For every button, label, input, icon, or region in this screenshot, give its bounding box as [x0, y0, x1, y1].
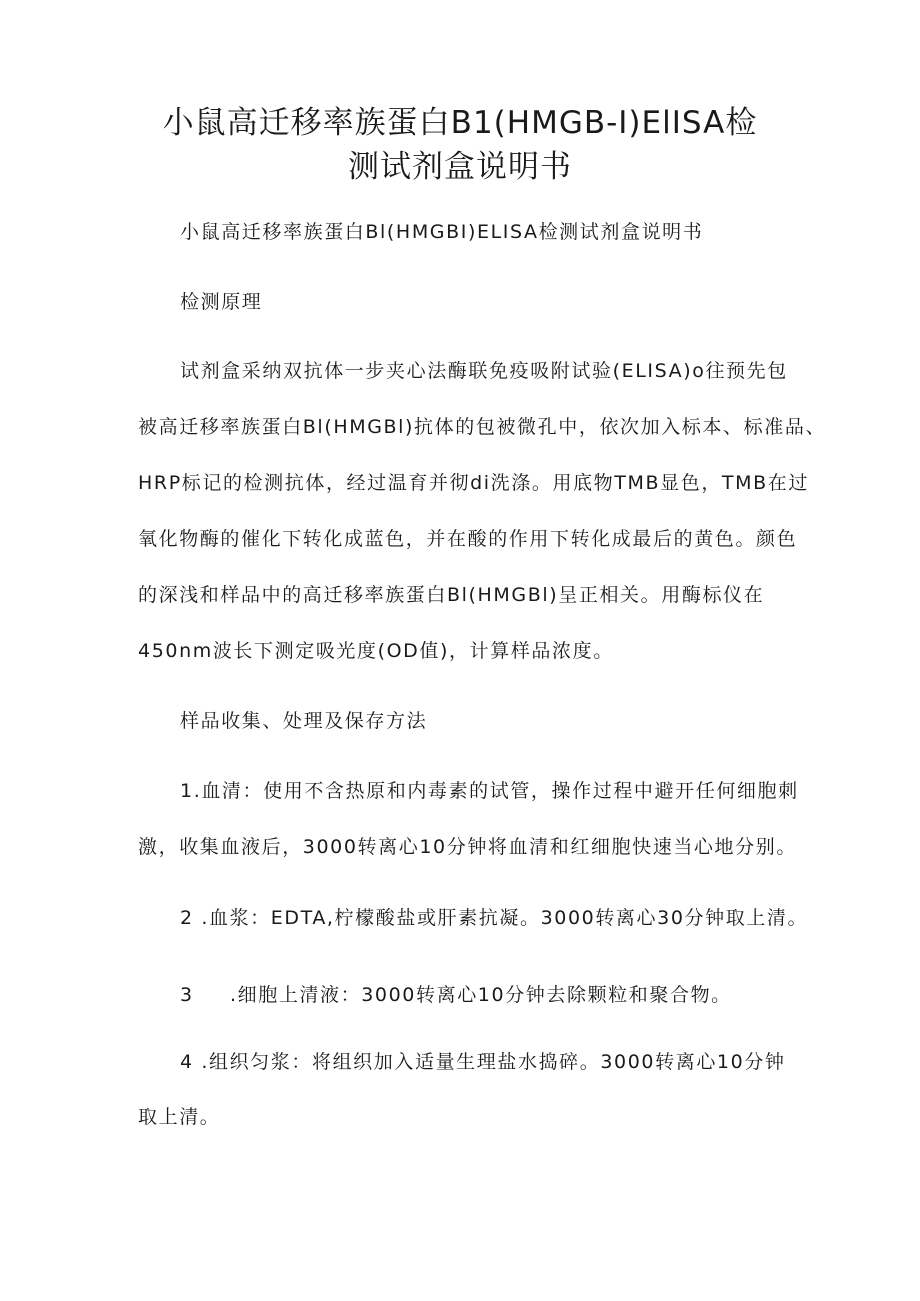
- sample-item-1-line-1: 1.血清：使用不含热原和内毒素的试管，操作过程中避开任何细胞刺: [180, 780, 799, 802]
- principle-line-2: 被高迁移率族蛋白Bl(HMGBl)抗体的包被微孔中，依次加入标本、标准品、: [138, 416, 827, 438]
- document-title-line-1: 小鼠高迁移率族蛋白B1(HMGB-I)ElISA检: [162, 105, 758, 141]
- sample-item-2: 2 .血浆：EDTA,柠檬酸盐或肝素抗凝。3000转离心30分钟取上清。: [180, 907, 809, 929]
- principle-line-6: 450nm波长下测定吸光度(OD值)，计算样品浓度。: [138, 640, 614, 662]
- sample-item-3-text: .细胞上清液：3000转离心10分钟去除颗粒和聚合物。: [230, 984, 732, 1006]
- section-heading-samples: 样品收集、处理及保存方法: [180, 710, 428, 732]
- document-title-line-2: 测试剂盒说明书: [348, 149, 572, 185]
- section-heading-principle: 检测原理: [180, 291, 263, 313]
- document-subtitle: 小鼠高迁移率族蛋白Bl(HMGBI)ELISA检测试剂盒说明书: [180, 221, 704, 243]
- principle-line-1: 试剂盒采纳双抗体一步夹心法酶联免疫吸附试验(ELISA)o往预先包: [180, 360, 788, 382]
- principle-line-3: HRP标记的检测抗体，经过温育并彻di洗涤。用底物TMB显色，TMB在过: [138, 472, 809, 494]
- sample-item-1-line-2: 激，收集血液后，3000转离心10分钟将血清和红细胞快速当心地分别。: [138, 836, 797, 858]
- principle-line-5: 的深浅和样品中的高迁移率族蛋白Bl(HMGBl)呈正相关。用酶标仪在: [138, 584, 765, 606]
- sample-item-3-number: 3: [180, 984, 194, 1006]
- sample-item-4-line-2: 取上清。: [138, 1106, 221, 1128]
- principle-line-4: 氧化物酶的催化下转化成蓝色，并在酸的作用下转化成最后的黄色。颜色: [138, 528, 798, 550]
- sample-item-4-line-1: 4 .组织匀浆：将组织加入适量生理盐水捣碎。3000转离心10分钟: [180, 1051, 786, 1073]
